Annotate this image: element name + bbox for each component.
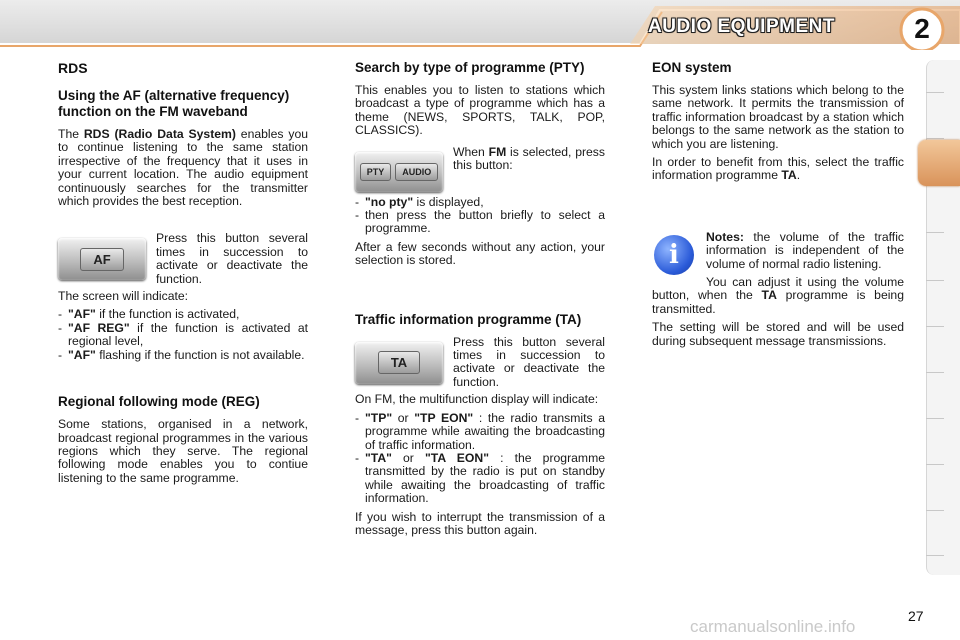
pty-when-text: When FM is selected, press this button: [453,144,605,173]
af-status-list [58,308,308,362]
tab-divider [926,92,944,93]
info-icon: i [654,235,694,275]
pty-after: After a few seconds without any action, your selection is stored. [355,239,605,268]
eon-benefit: In order to benefit from this, select the traffic information programme TA. [652,155,904,183]
column-right [652,60,904,353]
pty-text: This enables you to listen to stations which broadcast a type of programme which has a theme (NEWS, SPORTS, TALK, POP, CLASSICS). [355,83,605,138]
ta-status-list [355,412,605,506]
list-item: - "AF REG" if the function is activated at regional level, [58,320,308,349]
pty-key-label: PTY [360,163,392,181]
tab-divider [926,510,944,511]
page-number: 27 [908,608,924,624]
list-item: - "TA" or "TA EON" : the programme transmitted by the radio is put on standby while awaiting the broadcasting of traffic information. [355,450,605,506]
eon-text: This system links stations which belong to the same network. It permits the transmission of traffic information broadcast by a station which belongs to the same network as the station to which you are listening. [652,83,904,151]
af-button-illustration [58,238,146,280]
watermark: carmanualsonline.info [690,617,856,636]
tab-divider [926,418,944,419]
screen-indicate: The screen will indicate: [58,289,189,304]
af-button-row [58,232,308,286]
list-item: - "AF" if the function is activated, [58,307,240,322]
pty-button-row [355,146,605,192]
ta-key-label: TA [378,351,420,374]
list-item: - "AF" flashing if the function is not available. [58,347,305,362]
af-button-text: Press this button several times in succession to activate or deactivate the function. [156,231,308,286]
ta-interrupt: If you wish to interrupt the transmission of a message, press this button again. [355,509,605,537]
list-item: - then press the button briefly to select a programme. [355,208,605,236]
ta-button-row [355,336,605,390]
rds-heading: RDS [58,60,88,76]
ta-button-text: Press this button several times in succession to activate or deactivate the function. [453,334,605,389]
reg-text: Some stations, organised in a network, broadcast regional programmes in the various regions which they serve. The regional following mode enables you to contiue listening to the same programme. [58,417,308,485]
pty-button-illustration [355,152,443,192]
af-intro: The RDS (Radio Data System) enables you to continue listening to the same station irrespective of the frequency that it uses in your current location. The audio equipment continuously searches for the transmitter which provides the best reception. [58,127,308,209]
notes-stored: The setting will be stored and will be used during subsequent message transmissions. [652,320,904,348]
audio-key-label: AUDIO [395,163,438,181]
ta-fm-text: On FM, the multifunction display will indicate: [355,392,599,407]
tab-divider [926,326,944,327]
notes-block [652,231,904,276]
tab-divider [926,372,944,373]
tab-divider [926,555,944,556]
pty-steps-list [355,196,605,236]
af-heading: Using the AF (alternative frequency) function on the FM waveband [58,88,290,119]
eon-heading: EON system [652,60,732,75]
list-item: - "no pty" is displayed, [355,194,484,209]
chapter-number: 2 [914,13,930,44]
notes-text: Notes: the volume of the traffic information is independent of the volume of normal radio listening. [706,229,904,271]
reg-heading: Regional following mode (REG) [58,394,260,410]
pty-heading: Search by type of programme (PTY) [355,60,585,75]
af-key-label: AF [80,248,123,271]
tab-divider [926,138,944,139]
ta-heading: Traffic information programme (TA) [355,311,582,327]
tab-divider [926,464,944,465]
side-tab-active-chapter[interactable] [918,140,960,186]
list-item: - "TP" or "TP EON" : the radio transmits a programme while awaiting the broadcasting of traffic information. [355,410,605,452]
header-title: AUDIO EQUIPMENT [648,16,835,37]
notes-adjust: You can adjust it using the volume button, when the TA programme is being transmitted. [652,275,904,316]
tab-divider [926,232,944,233]
ta-button-illustration [355,342,443,384]
column-middle [355,60,605,542]
tab-divider [926,280,944,281]
column-left [58,60,308,490]
